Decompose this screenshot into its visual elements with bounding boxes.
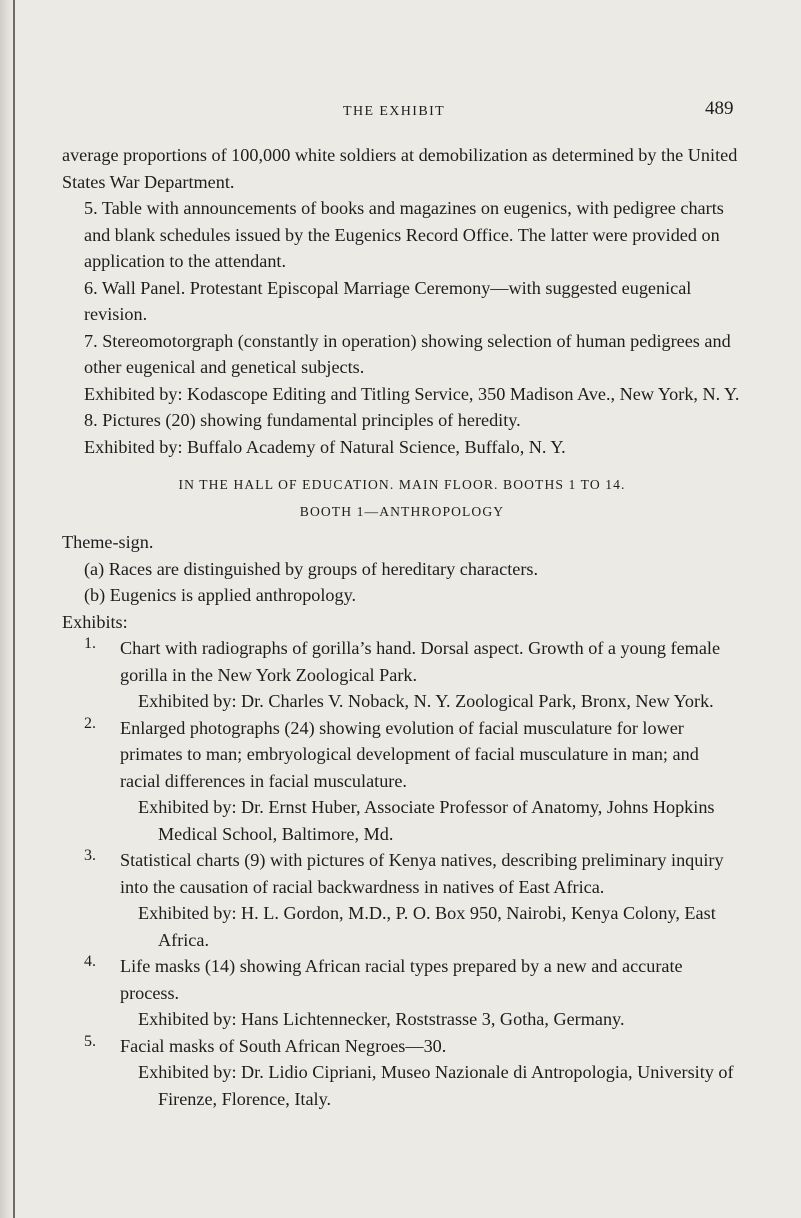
exhibitor-line: Exhibited by: Buffalo Academy of Natural Science, Buffalo, N. Y.: [84, 436, 566, 457]
running-title: THE EXHIBIT: [343, 104, 446, 119]
item-text: Wall Panel. Protestant Episcopal Marriage Ceremony—with suggested eugenical revision.: [84, 277, 692, 324]
theme-sign-line: (b) Eugenics is applied anthropology.: [84, 585, 357, 605]
binding-edge: [13, 0, 15, 1218]
exhibit-item: [62, 635, 742, 715]
list-item: [62, 195, 742, 275]
list-item: [62, 328, 742, 381]
exhibit-number: 4.: [84, 953, 96, 970]
exhibit-description: Statistical charts (9) with pictures of Kenya natives, describing preliminary inquiry into the causation of racial backwardness in natives of East Africa.: [120, 850, 724, 897]
page-number: 489: [705, 98, 734, 119]
item-number: 8.: [84, 410, 98, 430]
item-text: Stereomotorgraph (constantly in operation) showing selection of human pedigrees and other eugenical and genetical subjects.: [84, 330, 731, 377]
theme-sign-line: (a) Races are distinguished by groups of hereditary characters.: [84, 558, 539, 579]
exhibit-description: Life masks (14) showing African racial types prepared by a new and accurate process.: [120, 956, 683, 1003]
list-item: [62, 275, 742, 328]
item-number: 6.: [84, 277, 98, 298]
exhibits-label: Exhibits:: [62, 611, 128, 632]
page-gutter-shadow: [0, 0, 14, 1218]
item-text: Table with announcements of books and magazines on eugenics, with pedigree charts and blank schedules issued by the Eugenics Record Office. The latter were provided on application to the attendant.: [84, 198, 724, 271]
exhibit-number: 2.: [84, 714, 96, 732]
page-body: [62, 142, 742, 1112]
exhibit-number: 3.: [84, 847, 96, 864]
item-number: 5.: [84, 198, 98, 218]
exhibit-description: Enlarged photographs (24) showing evolution of facial musculature for lower primates to man; embryological development of facial musculature in man; and racial differences in facial musculature.: [120, 717, 699, 791]
exhibit-exhibitor: Exhibited by: Dr. Ernst Huber, Associate Professor of Anatomy, Johns Hopkins Medical School, Baltimore, Md.: [138, 797, 715, 844]
exhibit-exhibitor: Exhibited by: Dr. Lidio Cipriani, Museo Nazionale di Antropologia, University of Firenze, Florence, Italy.: [138, 1062, 734, 1109]
exhibit-description: Facial masks of South African Negroes—30.: [120, 1035, 447, 1056]
continuation-paragraph: average proportions of 100,000 white soldiers at demobilization as determined by the United States War Department.: [62, 145, 738, 192]
section-heading: IN THE HALL OF EDUCATION. MAIN FLOOR. BOOTHS 1 TO 14.: [178, 477, 626, 492]
list-item: [62, 407, 742, 434]
item-text: Pictures (20) showing fundamental principles of heredity.: [102, 410, 521, 430]
exhibit-description: Chart with radiographs of gorilla’s hand. Dorsal aspect. Growth of a young female gorilla in the New York Zoological Park.: [120, 638, 721, 685]
page-header: [0, 98, 801, 126]
booth-heading: BOOTH 1—ANTHROPOLOGY: [299, 503, 505, 519]
exhibit-item: [62, 715, 742, 848]
exhibit-item: [62, 953, 742, 1033]
exhibit-exhibitor: Exhibited by: Hans Lichtennecker, Roststrasse 3, Gotha, Germany.: [138, 1009, 625, 1029]
exhibit-number: 5.: [84, 1032, 96, 1050]
exhibit-exhibitor: Exhibited by: Dr. Charles V. Noback, N. Y. Zoological Park, Bronx, New York.: [138, 691, 714, 711]
exhibit-item: [62, 847, 742, 953]
item-number: 7.: [84, 330, 98, 351]
exhibit-exhibitor: Exhibited by: H. L. Gordon, M.D., P. O. Box 950, Nairobi, Kenya Colony, East Africa.: [138, 903, 716, 950]
exhibitor-line: Exhibited by: Kodascope Editing and Titling Service, 350 Madison Ave., New York, N. Y.: [84, 383, 740, 404]
theme-sign-label: Theme-sign.: [62, 532, 154, 552]
exhibit-item: [62, 1033, 742, 1113]
exhibit-number: 1.: [84, 635, 96, 652]
